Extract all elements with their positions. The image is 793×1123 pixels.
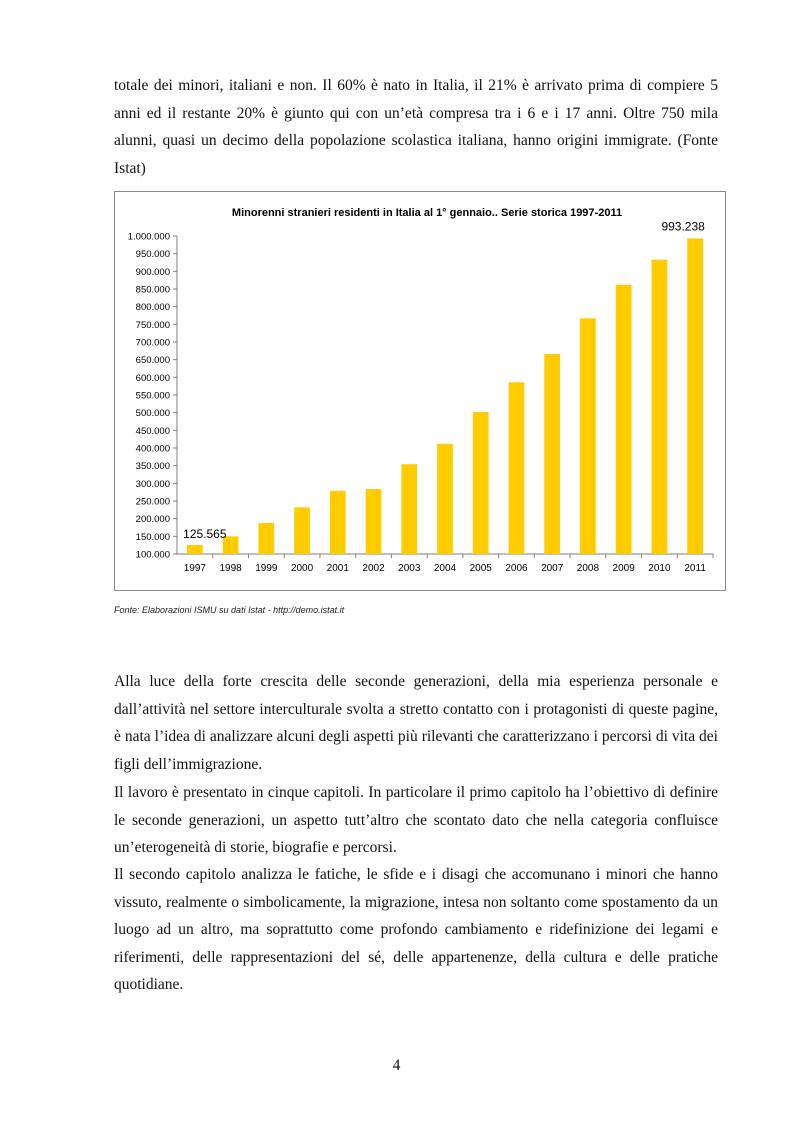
x-tick-label: 2004: [433, 563, 457, 574]
y-tick-label: 950.000: [135, 249, 170, 261]
y-tick-label: 150.000: [135, 531, 170, 543]
page-number: 4: [392, 1057, 401, 1074]
x-tick-label: 2007: [541, 563, 564, 574]
bar: [366, 489, 382, 554]
y-tick-label: 800.000: [135, 302, 170, 314]
chart-canvas: [115, 192, 727, 592]
intro-paragraph: totale dei minori, italiani e non. Il 60% è nato in Italia, il 21% è arrivato prima di compiere 5 anni ed il restante 20% è giunto qui con un’età compresa tra i 6 e i 17 anni. Oltre 750 mila alunni, quasi un decimo della popolazione scolastica italiana, hanno origini immigrate. (Fonte Istat): [114, 77, 718, 177]
y-tick-label: 600.000: [135, 372, 170, 384]
y-tick-label: 700.000: [135, 337, 170, 349]
y-tick-label: 350.000: [135, 461, 170, 473]
x-tick-label: 2001: [326, 563, 349, 574]
x-tick-label: 2002: [362, 563, 385, 574]
bar: [544, 354, 560, 554]
y-tick-label: 200.000: [135, 514, 170, 526]
paragraph-4: Il secondo capitolo analizza le fatiche, le sfide e i disagi che accomunano i minori che hanno vissuto, realmente o simbolicamente, la migrazione, intesa non soltanto come spostamento da un luogo ad un altro, ma soprattutto come profondo cambiamento e ridefinizione dei legami e riferimenti, delle rappresentazioni del sé, delle appartenenze, della cultura e delle pratiche quotidiane.: [114, 866, 718, 993]
y-tick-label: 850.000: [135, 284, 170, 296]
x-tick-label: 1997: [183, 563, 206, 574]
x-tick-label: 2003: [398, 563, 421, 574]
x-tick-label: 1999: [255, 563, 278, 574]
bar: [258, 523, 274, 554]
x-tick-label: 2010: [648, 563, 671, 574]
y-tick-label: 900.000: [135, 266, 170, 278]
bar: [437, 444, 453, 554]
bar: [652, 260, 668, 554]
source-note: Fonte: Elaborazioni ISMU su dati Istat - http://demo.istat.it: [114, 605, 345, 615]
x-tick-label: 2000: [290, 563, 314, 574]
paragraph-2: Alla luce della forte crescita delle seconde generazioni, della mia esperienza personale e dall’attività nel settore interculturale svolta a stretto contatto con i protagonisti di queste pagine, è nata l’idea di analizzare alcuni degli aspetti più rilevanti che caratterizzano i percorsi di vita dei figli dell’immigrazione.: [114, 673, 718, 773]
data-label-first: 125.565: [183, 526, 227, 541]
x-tick-label: 2005: [469, 563, 492, 574]
bar: [187, 545, 203, 554]
bar: [687, 238, 703, 554]
y-tick-label: 1.000.000: [127, 231, 170, 243]
x-tick-label: 2006: [505, 563, 528, 574]
x-tick-label: 2009: [612, 563, 635, 574]
bar: [616, 285, 632, 554]
paragraph-3: Il lavoro è presentato in cinque capitoli. In particolare il primo capitolo ha l’obiettivo di definire le seconde generazioni, un aspetto tutt’altro che scontato dato che nella categoria confluisce un’eterogeneità di storie, biografie e percorsi.: [114, 784, 718, 856]
chart-title: Minorenni stranieri residenti in Italia al 1° gennaio.. Serie storica 1997-2011: [231, 207, 623, 219]
bar: [330, 491, 346, 554]
y-tick-label: 400.000: [135, 443, 170, 455]
data-label-last: 993.238: [661, 219, 705, 234]
y-tick-label: 500.000: [135, 408, 170, 420]
x-tick-label: 1998: [219, 563, 242, 574]
x-tick-label: 2011: [684, 563, 706, 574]
bar: [580, 318, 596, 554]
y-tick-label: 300.000: [135, 478, 170, 490]
y-tick-label: 450.000: [135, 425, 170, 437]
bar: [294, 507, 310, 554]
y-tick-label: 650.000: [135, 355, 170, 367]
bar: [509, 382, 525, 554]
bar: [401, 464, 417, 554]
y-tick-label: 250.000: [135, 496, 170, 508]
bar-chart: [114, 191, 726, 591]
x-tick-label: 2008: [576, 563, 600, 574]
y-tick-label: 750.000: [135, 319, 170, 331]
bar: [473, 412, 489, 554]
y-tick-label: 100.000: [135, 549, 170, 561]
y-tick-label: 550.000: [135, 390, 170, 402]
